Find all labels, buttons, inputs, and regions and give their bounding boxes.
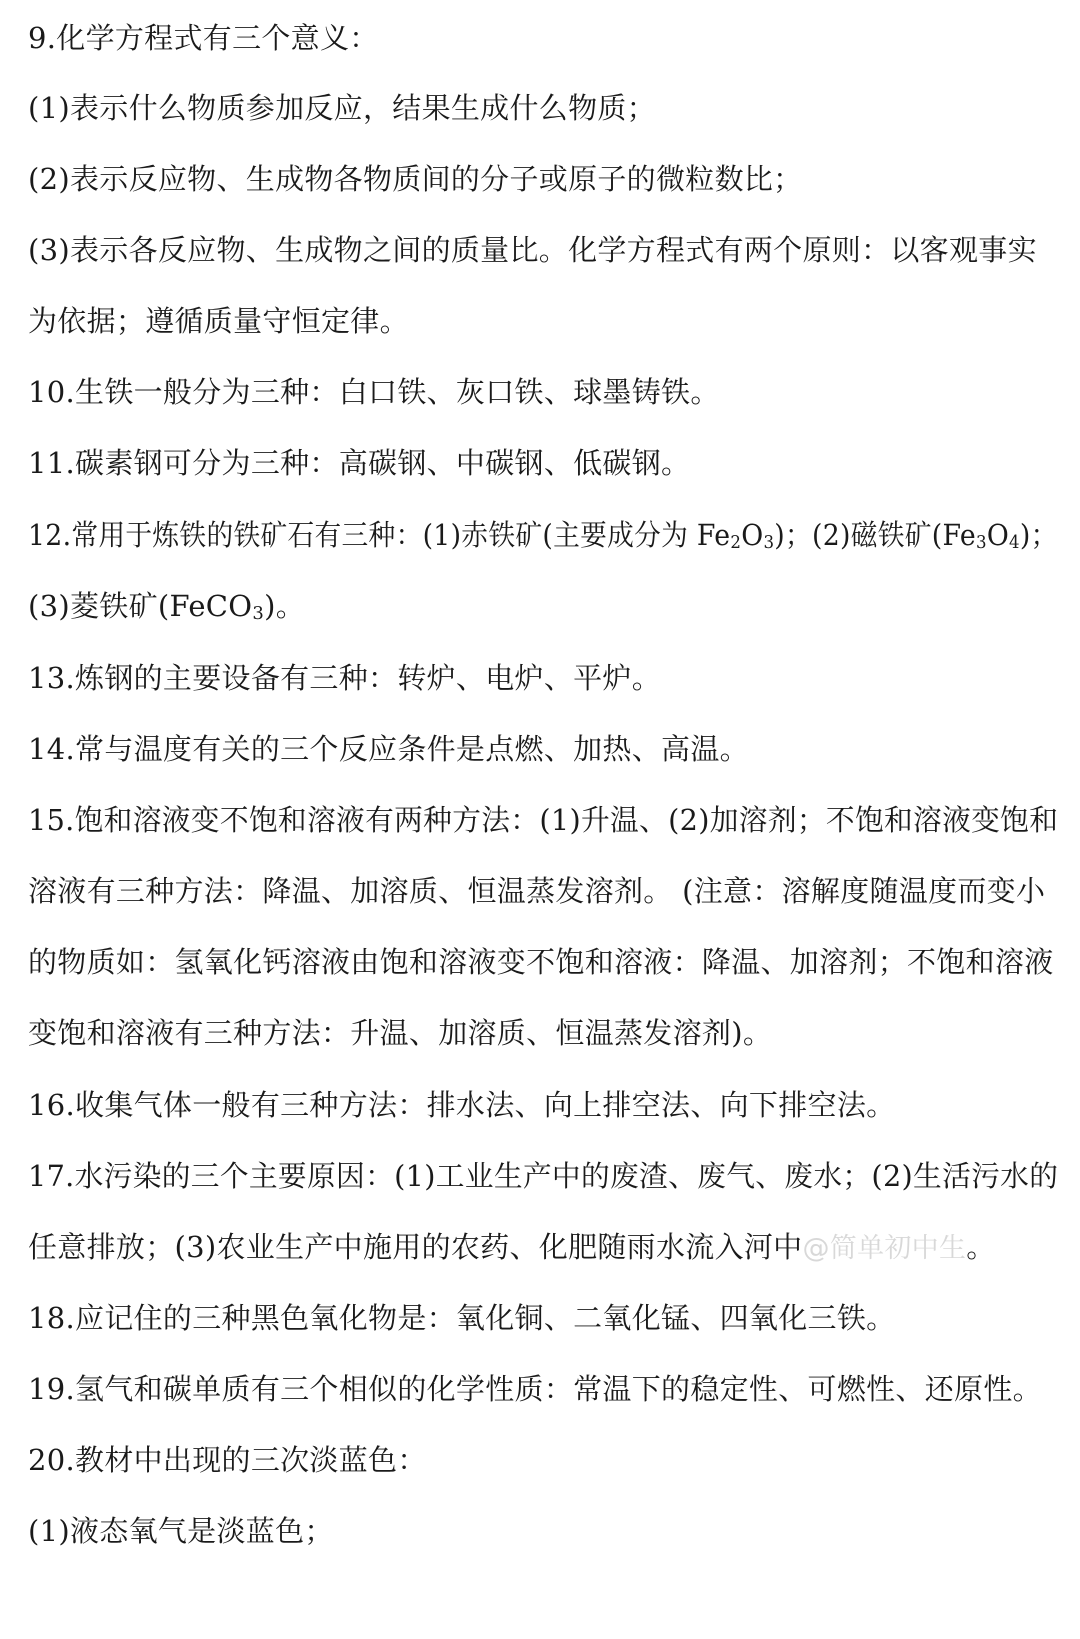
text-line: 17.水污染的三个主要原因：(1)工业生产中的废渣、废气、废水；(2)生活污水的 bbox=[28, 1159, 1059, 1193]
subscript: 3 bbox=[252, 603, 265, 624]
watermark: @简单初中生 bbox=[802, 1233, 967, 1264]
text-line-with-formula bbox=[28, 515, 1058, 555]
text-segment: O bbox=[741, 518, 764, 552]
text-line: 变饱和溶液有三种方法：升温、加溶质、恒温蒸发溶剂)。 bbox=[28, 1016, 773, 1050]
text-line: 15.饱和溶液变不饱和溶液有两种方法：(1)升温、(2)加溶剂；不饱和溶液变饱和 bbox=[28, 803, 1059, 837]
text-segment: 12.常用于炼铁的铁矿石有三种：(1)赤铁矿(主要成分为 Fe bbox=[28, 518, 731, 552]
subscript: 3 bbox=[763, 532, 775, 553]
text-segment: 任意排放；(3)农业生产中施用的农药、化肥随雨水流入河中 bbox=[28, 1230, 803, 1264]
text-line: (2)表示反应物、生成物各物质间的分子或原子的微粒数比； bbox=[28, 162, 803, 196]
text-line: 溶液有三种方法：降温、加溶质、恒温蒸发溶剂。 (注意：溶解度随温度而变小 bbox=[28, 874, 1046, 908]
subscript: 4 bbox=[1009, 532, 1020, 553]
text-line: 11.碳素钢可分为三种：高碳钢、中碳钢、低碳钢。 bbox=[28, 446, 691, 480]
text-line: 14.常与温度有关的三个反应条件是点燃、加热、高温。 bbox=[28, 732, 749, 766]
text-line: 的物质如：氢氧化钙溶液由饱和溶液变不饱和溶液：降温、加溶剂；不饱和溶液 bbox=[28, 945, 1054, 979]
text-line-with-watermark bbox=[28, 1227, 996, 1267]
text-line: 10.生铁一般分为三种：白口铁、灰口铁、球墨铸铁。 bbox=[28, 375, 720, 409]
text-segment: )； bbox=[1019, 518, 1058, 552]
text-segment: )；(2)磁铁矿(Fe bbox=[774, 518, 976, 552]
text-line: 9.化学方程式有三个意义： bbox=[28, 21, 379, 55]
subscript: 3 bbox=[975, 532, 987, 553]
text-segment: )。 bbox=[264, 589, 306, 623]
text-line-with-formula bbox=[28, 586, 305, 626]
text-line: (1)表示什么物质参加反应，结果生成什么物质； bbox=[28, 91, 656, 125]
text-segment: 。 bbox=[966, 1230, 996, 1264]
text-line: 18.应记住的三种黑色氧化物是：氧化铜、二氧化锰、四氧化三铁。 bbox=[28, 1301, 896, 1335]
text-segment: O bbox=[986, 518, 1010, 552]
text-line: 为依据；遵循质量守恒定律。 bbox=[28, 304, 409, 338]
text-line: 16.收集气体一般有三种方法：排水法、向上排空法、向下排空法。 bbox=[28, 1088, 896, 1122]
text-line: (1)液态氧气是淡蓝色； bbox=[28, 1514, 334, 1548]
text-segment: (3)菱铁矿(FeCO bbox=[28, 589, 253, 623]
text-line: 20.教材中出现的三次淡蓝色： bbox=[28, 1443, 427, 1477]
subscript: 2 bbox=[730, 532, 742, 553]
text-line: 13.炼钢的主要设备有三种：转炉、电炉、平炉。 bbox=[28, 661, 662, 695]
text-line: (3)表示各反应物、生成物之间的质量比。化学方程式有两个原则：以客观事实 bbox=[28, 233, 1037, 267]
text-line: 19.氢气和碳单质有三个相似的化学性质：常温下的稳定性、可燃性、还原性。 bbox=[28, 1372, 1042, 1406]
